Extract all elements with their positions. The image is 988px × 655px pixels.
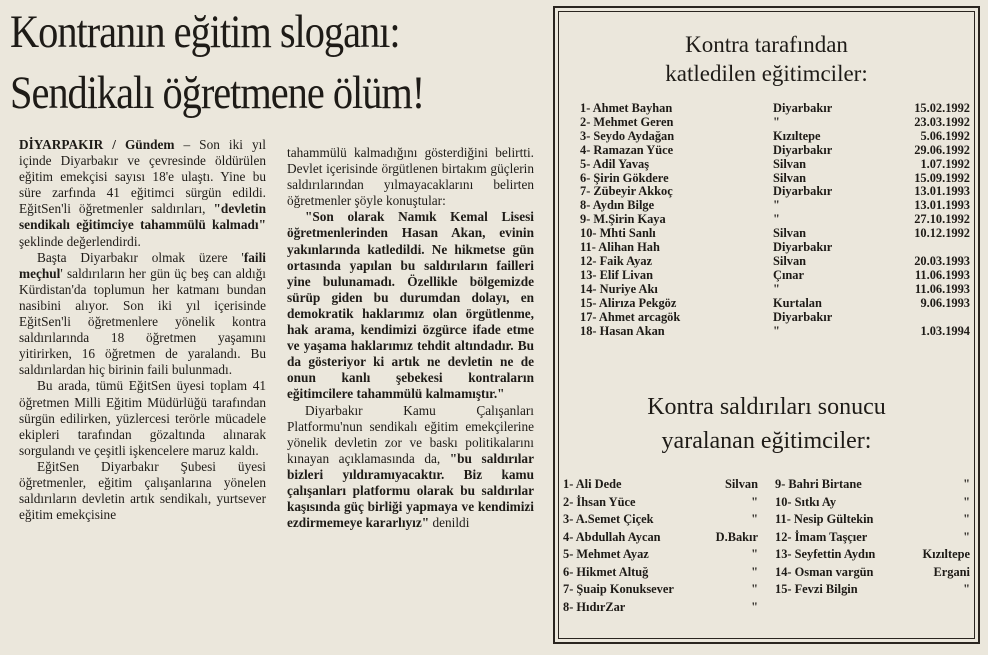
list-item [563, 546, 758, 564]
list-item [580, 199, 970, 213]
victim-name: 3- Seydo Aydağan [580, 128, 675, 143]
victim-place: Silvan [724, 477, 758, 491]
victim-place: Diyarbakır [773, 309, 833, 324]
victim-date: 15.09.1992 [914, 170, 970, 185]
list-item [775, 529, 970, 547]
victim-place: Çınar [773, 267, 804, 282]
victim-place: Kızıltepe [922, 547, 970, 561]
list-item [580, 269, 970, 283]
killed-title: Kontra tarafından katledilen eğitimciler: [665, 32, 868, 86]
victim-name: 4- Abdullah Aycan [563, 529, 661, 544]
victim-name: 15- Fevzi Bilgin [775, 582, 858, 596]
victim-date: 9.06.1993 [920, 295, 970, 310]
victim-date: 23.03.1992 [914, 114, 970, 129]
list-item [580, 297, 970, 311]
list-item [775, 494, 970, 512]
victim-place: " [751, 494, 758, 509]
victim-place: " [773, 323, 780, 338]
victim-date: 15.02.1992 [914, 101, 970, 115]
victim-date: 1.03.1994 [920, 323, 970, 338]
victim-place: D.Bakır [715, 529, 758, 544]
victim-date: 27.10.1992 [914, 212, 970, 227]
victim-name: 15- Alirıza Pekgöz [580, 295, 677, 310]
list-item [563, 564, 758, 582]
list-item [580, 213, 970, 227]
victim-name: 10- Sıtkı Ay [775, 494, 837, 509]
victim-place: " [773, 114, 780, 129]
list-item [563, 599, 758, 617]
victim-date: 10.12.1992 [914, 226, 970, 241]
victim-place: " [751, 582, 758, 596]
victim-place: " [963, 477, 970, 491]
victim-name: 8- Aydın Bilge [580, 198, 655, 213]
list-item [775, 476, 970, 494]
victim-name: 13- Seyfettin Aydın [775, 547, 876, 561]
list-item [580, 102, 970, 116]
list-item [580, 255, 970, 269]
victim-place: Silvan [773, 253, 807, 268]
article-paragraph: EğitSen Diyarbakır Şubesi üyesi öğretmenler, eğitim çalışanlarına yönelen saldırıların devletin artık sendikalı, yurtsever eğitim emekçisine [19, 458, 266, 523]
article-quote: "Son olarak Namık Kemal Lisesi öğretmenlerinden Hasan Akan, evinin yakınlarında katledildi. Ne hikmetse gün ortasında yapılan bu saldırıların failleri yine bulunamadı. Özellikle bölgemizde sürüp giden bu durumdan dolayı, en demokratik haklarımız olan örgütlenme, hak arama, kendimizi özgürce ifade etme ve yaşama haklarımız tehdit altındadır. Bu da gösteriyor ki artık ne devletin ne de onun kanlı şebekesi kontraların eğitimcilere tahammülü kalmamıştır." [287, 209, 534, 402]
victim-name: 11- Nesip Gültekin [775, 512, 874, 526]
list-item [563, 529, 758, 547]
list-item [580, 116, 970, 130]
list-item [580, 158, 970, 172]
victim-place: Silvan [773, 170, 807, 185]
list-item [580, 144, 970, 158]
list-item [580, 227, 970, 241]
victim-date: 13.01.1993 [914, 198, 970, 213]
victim-place: Ergani [933, 564, 970, 579]
wounded-list-left [563, 476, 758, 616]
dateline: DİYARPAKIR / Gündem [19, 137, 175, 152]
victim-name: 5- Mehmet Ayaz [563, 547, 649, 561]
victims-box [553, 6, 980, 644]
list-item [580, 241, 970, 255]
victim-place: " [963, 512, 970, 526]
victim-date: 29.06.1992 [914, 142, 970, 157]
victim-place: " [773, 212, 780, 227]
article-paragraph: Bu arada, tümü EğitSen üyesi toplam 41 öğretmen Milli Eğitim Müdürlüğü tarafından sürgün edilirken, yüzlercesi terörle mücadele ekipleri tarafından gözaltında alınarak sorgulandı ve çeşitli işkencelere maruz kaldı. [19, 378, 266, 458]
list-item [775, 564, 970, 582]
victim-name: 9- M.Şirin Kaya [580, 212, 666, 227]
list-item [580, 311, 970, 325]
victim-name: 9- Bahri Birtane [775, 477, 862, 491]
victim-name: 12- İmam Taşçıer [775, 529, 868, 544]
list-item [580, 325, 970, 339]
victim-place: Diyarbakır [773, 184, 833, 199]
headline-line-2: Sendikalı öğretmene ölüm! [10, 67, 425, 119]
victim-name: 10- Mhti Sanlı [580, 226, 656, 241]
victim-name: 2- İhsan Yüce [563, 494, 636, 509]
list-item [580, 172, 970, 186]
victim-name: 3- A.Semet Çiçek [563, 512, 654, 526]
victim-place: " [751, 564, 758, 579]
victim-name: 14- Osman vargün [775, 564, 874, 579]
victim-name: 8- HıdırZar [563, 599, 626, 614]
list-item [775, 546, 970, 564]
list-item [563, 494, 758, 512]
article-paragraph: tahammülü kalmadığını gösterdiğini belirtti. Devlet içerisinde örgütlenen birtakım güçlerin saldırılarından yılmayacaklarını belirten öğretmenler şöyle konuştular: [287, 145, 534, 209]
victim-place: " [963, 529, 970, 544]
victim-name: 1- Ahmet Bayhan [580, 101, 673, 115]
victim-date: 11.06.1993 [914, 267, 970, 282]
victim-place: Diyarbakır [773, 142, 833, 157]
killed-list [580, 102, 970, 338]
victim-name: 17- Ahmet arcagök [580, 309, 681, 324]
victim-date: 1.07.1992 [920, 156, 970, 171]
victim-date: 5.06.1992 [920, 128, 970, 143]
wounded-list-right [775, 476, 970, 599]
victim-name: 14- Nuriye Akı [580, 281, 658, 296]
victim-place: " [751, 512, 758, 526]
victim-date [890, 241, 970, 255]
victim-name: 4- Ramazan Yüce [580, 142, 674, 157]
victim-name: 2- Mehmet Geren [580, 114, 674, 129]
victim-name: 6- Hikmet Altuğ [563, 564, 649, 579]
list-item [775, 581, 970, 599]
list-item [563, 581, 758, 599]
headline-line-1: Kontranın eğitim sloganı: [10, 6, 400, 58]
victim-place: Diyarbakır [773, 240, 833, 255]
headline [10, 2, 462, 124]
list-item [775, 511, 970, 529]
article-column-1 [19, 137, 266, 523]
victim-name: 7- Zübeyir Akkoç [580, 184, 673, 199]
victim-date [890, 311, 970, 325]
victim-name: 13- Elif Livan [580, 267, 653, 282]
victim-name: 1- Ali Dede [563, 477, 622, 491]
victim-place: Kızıltepe [773, 128, 821, 143]
list-item [563, 511, 758, 529]
victim-name: 7- Şuaip Konuksever [563, 582, 674, 596]
victim-name: 5- Adil Yavaş [580, 156, 650, 171]
victim-place: Kurtalan [773, 295, 822, 310]
list-item [580, 130, 970, 144]
list-item [580, 283, 970, 297]
victim-name: 6- Şirin Gökdere [580, 170, 669, 185]
victim-date: 13.01.1993 [914, 184, 970, 199]
victim-name: 18- Hasan Akan [580, 323, 665, 338]
victim-place: " [751, 599, 758, 614]
article-paragraph: Diyarbakır Kamu Çalışanları Platformu'nun sendikalı eğitim emekçilerine yönelik devletin zor ve baskı politikalarını kınayan açıklamasında da, "bu saldırılar bizleri yıldıramıyacaktır. Biz kamu çalışanları platformu olarak bu saldırılar kaşısında güç birliği yapmaya ve kendimizi ezdirmemeye kararlıyız" denildi [287, 402, 534, 531]
victim-place: " [751, 547, 758, 561]
victim-place: " [963, 494, 970, 509]
article-column-2 [287, 145, 534, 531]
victim-place: " [773, 281, 780, 296]
list-item [563, 476, 758, 494]
article-paragraph: Başta Diyarbakır olmak üzere 'faili meçhul' saldırıların her gün üç beş can aldığı Kürdistan'da toplumun her katmanı bundan nasibini alıyor. Son iki yıl içerisinde EğitSen'li öğretmenlere yönelik kontra saldırılarında 18 öğretmen yaşamını yitirirken, 16 öğretmen de yaralandı. Bu saldırılardan hiç birinin faili bulunmadı. [19, 249, 266, 378]
victim-place: " [773, 198, 780, 213]
victim-place: Silvan [773, 226, 807, 241]
victim-place: Silvan [773, 156, 807, 171]
article-paragraph: DİYARPAKIR / Gündem – Son iki yıl içinde Diyarbakır ve çevresinde öldürülen eğitim emekçisi sayısı 18'e ulaştı. Yine bu süre zarfında 41 eğitimci sürgün edildi. EğitSen'li öğretmenler saldırıları, "devletin sendikalı eğitimciye tahammülü kalmadı" şeklinde değerlendirdi. [19, 137, 266, 249]
victim-date: 11.06.1993 [914, 281, 970, 296]
wounded-title: Kontra saldırıları sonucu yaralanan eğitimciler: [647, 394, 886, 454]
list-item [580, 185, 970, 199]
victim-name: 11- Alihan Hah [580, 240, 660, 255]
victim-place: Diyarbakır [773, 101, 833, 115]
victim-place: " [963, 582, 970, 596]
victim-date: 20.03.1993 [914, 253, 970, 268]
victim-name: 12- Faik Ayaz [580, 253, 653, 268]
